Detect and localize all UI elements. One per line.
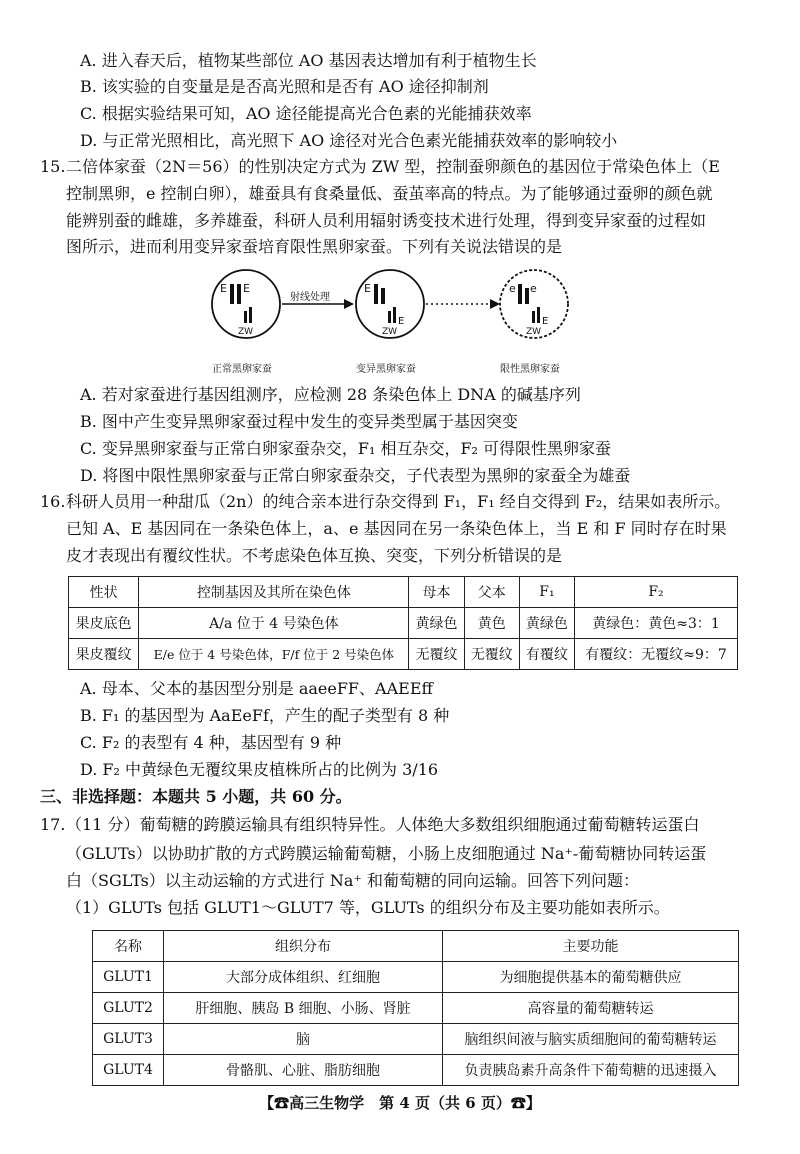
q16-number: 16. — [40, 492, 66, 511]
table-header-cell: 控制基因及其所在染色体 — [139, 577, 409, 608]
q14-option-a: A. 进入春天后，植物某些部位 AO 基因表达增加有利于植物生长 — [80, 51, 537, 70]
table-row — [69, 608, 738, 639]
table-cell: 无覆纹 — [464, 639, 519, 670]
table-cell: 有覆纹 — [519, 639, 574, 670]
table-cell: 负责胰岛素升高条件下葡萄糖的迅速摄入 — [443, 1055, 739, 1086]
table-cell: 果皮底色 — [69, 608, 139, 639]
q15-option-b: B. 图中产生变异黑卵家蚕过程中发生的变异类型属于基因突变 — [80, 412, 518, 431]
q15-option-c: C. 变异黑卵家蚕与正常白卵家蚕杂交，F₁ 相互杂交，F₂ 可得限性黑卵家蚕 — [80, 439, 612, 458]
table-cell: 为细胞提供基本的葡萄糖供应 — [443, 962, 739, 993]
table-cell: 肝细胞、胰岛 B 细胞、小肠、肾脏 — [164, 993, 443, 1024]
cell-caption: 变异黑卵家蚕 — [356, 364, 416, 375]
cell-mutant-black-egg — [356, 270, 424, 375]
table-cell: 黄绿色：黄色≈3：1 — [575, 608, 738, 639]
table-row — [69, 639, 738, 670]
table-row — [93, 1024, 739, 1055]
table-cell: 脑 — [164, 1024, 443, 1055]
q16-table — [68, 576, 738, 670]
table-cell: GLUT3 — [93, 1024, 164, 1055]
breeding-arrow — [426, 299, 500, 309]
table-header-row — [93, 931, 739, 962]
cell-caption: 正常黑卵家蚕 — [212, 364, 272, 375]
table-cell: 大部分成体组织、红细胞 — [164, 962, 443, 993]
q15-stem-line: 能辨别蚕的雌雄，多养雄蚕，科研人员利用辐射诱变技术进行处理，得到变异家蚕的过程如 — [66, 211, 707, 230]
table-header-cell: 母本 — [409, 577, 464, 608]
page-footer: 【☎高三生物学 第 4 页（共 6 页）☎】 — [259, 1094, 541, 1112]
cell-sex-limited-black-egg — [500, 270, 568, 375]
section-heading: 三、非选择题：本题共 5 小题，共 60 分。 — [40, 787, 352, 806]
q16-stem-line: 已知 A、E 基因同在一条染色体上，a、e 基因同在另一条染色体上，当 E 和 F 同时存在时果 — [66, 519, 727, 538]
q16-option-b: B. F₁ 的基因型为 AaEeFf，产生的配子类型有 8 种 — [80, 706, 450, 725]
table-cell: E/e 位于 4 号染色体，F/f 位于 2 号染色体 — [139, 639, 409, 670]
table-header-cell: 主要功能 — [443, 931, 739, 962]
q17-subquestion-1: （1）GLUTs 包括 GLUT1～GLUT7 等，GLUTs 的组织分布及主要功能如表所示。 — [66, 898, 670, 917]
q15-stem-line: 二倍体家蚕（2N＝56）的性别决定方式为 ZW 型，控制蚕卵颜色的基因位于常染色体上（E — [66, 157, 720, 176]
translocated-gene-label: E — [542, 316, 549, 327]
table-header-row — [69, 577, 738, 608]
q17-stem-line: （GLUTs）以协助扩散的方式跨膜运输葡萄糖，小肠上皮细胞通过 Na⁺-葡萄糖协同转运蛋 — [66, 844, 707, 863]
q16-option-d: D. F₂ 中黄绿色无覆纹果皮植株所占的比例为 3/16 — [80, 760, 439, 779]
q14-option-b: B. 该实验的自变量是是否高光照和是否有 AO 途径抑制剂 — [80, 77, 489, 96]
table-row — [93, 1055, 739, 1086]
q16-stem-line: 皮才表现出有覆纹性状。不考虑染色体互换、突变，下列分析错误的是 — [66, 546, 563, 565]
table-cell: 有覆纹：无覆纹≈9：7 — [575, 639, 738, 670]
gene-label-left: E — [220, 282, 227, 295]
table-cell: 骨骼肌、心脏、脂肪细胞 — [164, 1055, 443, 1086]
gene-label-left: e — [509, 282, 516, 295]
table-cell: 无覆纹 — [409, 639, 464, 670]
table-header-cell: F₁ — [519, 577, 574, 608]
table-cell: 黄绿色 — [519, 608, 574, 639]
table-cell: GLUT4 — [93, 1055, 164, 1086]
sex-chromosome-label: ZW — [238, 327, 254, 337]
q15-stem-line: 控制黑卵，e 控制白卵），雄蚕具有食桑量低、蚕茧率高的特点。为了能够通过蚕卵的颜色就 — [66, 184, 713, 203]
table-header-cell: F₂ — [575, 577, 738, 608]
gene-label-right: E — [243, 282, 250, 295]
arrow-label: 射线处理 — [290, 292, 330, 303]
q15-stem-line: 图所示，进而利用变异家蚕培育限性黑卵家蚕。下列有关说法错误的是 — [66, 237, 563, 256]
table-header-cell: 名称 — [93, 931, 164, 962]
sex-chromosome-label: ZW — [526, 327, 542, 337]
table-header-cell: 组织分布 — [164, 931, 443, 962]
q17-stem-line: 白（SGLTs）以主动运输的方式进行 Na⁺ 和葡萄糖的同向运输。回答下列问题： — [66, 871, 639, 890]
table-row — [93, 962, 739, 993]
table-cell: GLUT1 — [93, 962, 164, 993]
q16-stem-line: 科研人员用一种甜瓜（2n）的纯合亲本进行杂交得到 F₁，F₁ 经自交得到 F₂，结果如表所示。 — [66, 492, 731, 511]
chromosome-diagram — [210, 268, 570, 380]
sex-chromosome-label: ZW — [382, 327, 398, 337]
table-cell: 黄绿色 — [409, 608, 464, 639]
table-cell: 脑组织间液与脑实质细胞间的葡萄糖转运 — [443, 1024, 739, 1055]
q15-option-a: A. 若对家蚕进行基因组测序，应检测 28 条染色体上 DNA 的碱基序列 — [80, 385, 581, 404]
table-header-cell: 父本 — [464, 577, 519, 608]
table-row — [93, 993, 739, 1024]
gene-label-right: e — [530, 282, 537, 295]
translocated-gene-label: E — [398, 316, 405, 327]
q14-option-c: C. 根据实验结果可知，AO 途径能提高光合色素的光能捕获效率 — [80, 104, 532, 123]
cell-normal-black-egg — [212, 270, 280, 375]
table-cell: 黄色 — [464, 608, 519, 639]
table-cell: A/a 位于 4 号染色体 — [139, 608, 409, 639]
table-cell: 果皮覆纹 — [69, 639, 139, 670]
table-header-cell: 性状 — [69, 577, 139, 608]
gene-label-left: E — [364, 282, 371, 295]
q17-stem-line: （11 分）葡萄糖的跨膜运输具有组织特异性。人体绝大多数组织细胞通过葡萄糖转运蛋白 — [66, 815, 700, 834]
q16-option-c: C. F₂ 的表型有 4 种，基因型有 9 种 — [80, 733, 342, 752]
q15-number: 15. — [40, 157, 66, 176]
q17-number: 17. — [40, 815, 66, 834]
radiation-arrow — [282, 290, 354, 309]
table-cell: GLUT2 — [93, 993, 164, 1024]
q15-option-d: D. 将图中限性黑卵家蚕与正常白卵家蚕杂交，子代表型为黑卵的家蚕全为雄蚕 — [80, 466, 631, 485]
cell-caption: 限性黑卵家蚕 — [500, 364, 560, 375]
q17-table — [92, 930, 739, 1086]
table-cell: 高容量的葡萄糖转运 — [443, 993, 739, 1024]
q14-option-d: D. 与正常光照相比，高光照下 AO 途径对光合色素光能捕获效率的影响较小 — [80, 131, 618, 150]
q16-option-a: A. 母本、父本的基因型分别是 aaeeFF、AAEEff — [80, 679, 433, 698]
